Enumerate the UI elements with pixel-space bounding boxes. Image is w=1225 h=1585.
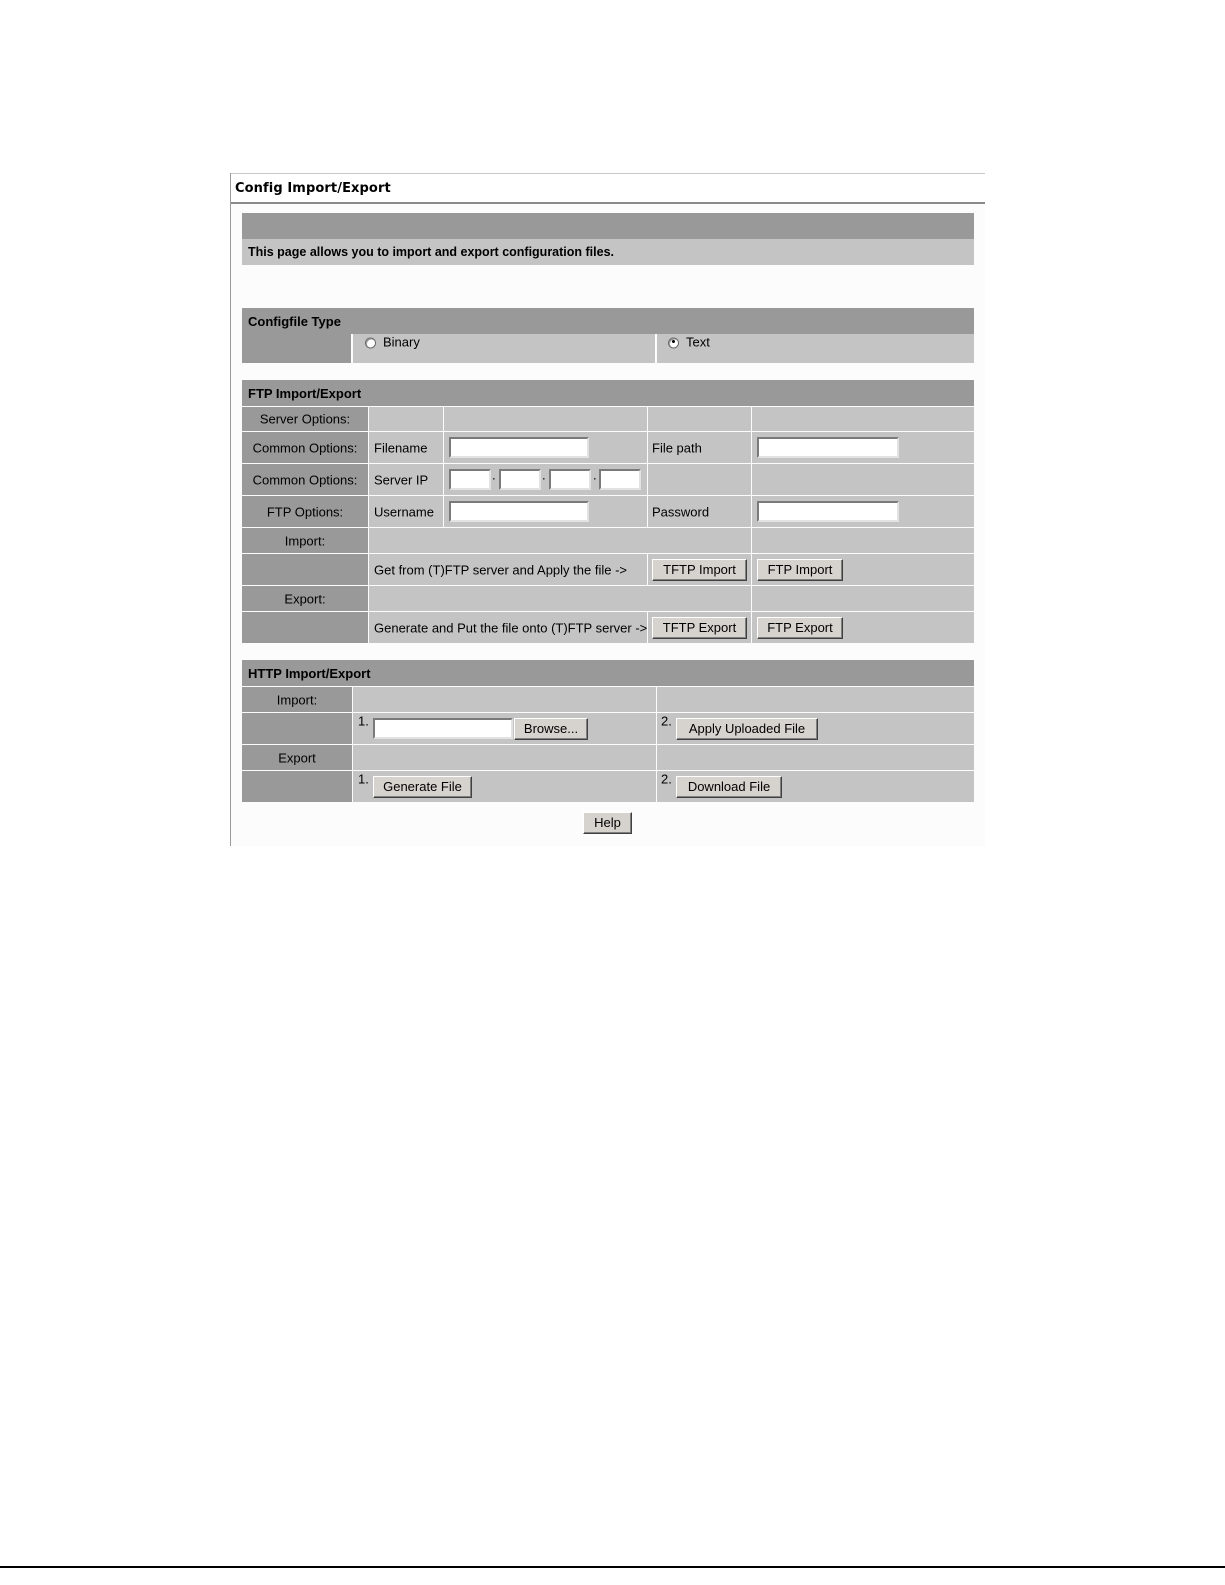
empty-cell	[752, 407, 974, 431]
server-ip-octet-2[interactable]	[499, 469, 541, 490]
file-path-label-cell	[648, 432, 751, 463]
filename-input-cell	[444, 432, 647, 463]
empty-cell	[648, 407, 751, 431]
empty-cell	[444, 407, 647, 431]
ftp-import-cell	[752, 554, 974, 585]
tftp-export-button[interactable]: TFTP Export	[652, 617, 747, 639]
ftp-export-cell	[752, 612, 974, 643]
configfile-type-row	[242, 334, 974, 363]
tftp-export-cell	[648, 612, 751, 643]
empty-label-cell	[242, 713, 352, 744]
ip-dot: .	[542, 467, 546, 483]
intro-header-bar	[242, 213, 974, 239]
filename-input[interactable]	[449, 437, 589, 458]
server-ip-octet-4[interactable]	[599, 469, 641, 490]
common-options-label: Common Options:	[242, 464, 368, 495]
http-section-heading: HTTP Import/Export	[242, 660, 974, 686]
file-path-input[interactable]	[757, 437, 899, 458]
ftp-export-actions-row	[242, 612, 974, 643]
empty-cell	[752, 464, 974, 495]
filename-label-cell	[369, 432, 443, 463]
ftp-import-actions-row	[242, 554, 974, 585]
empty-cell	[648, 464, 751, 495]
tftp-import-cell	[648, 554, 751, 585]
empty-cell	[353, 745, 656, 770]
browse-button[interactable]: Browse...	[514, 718, 588, 740]
ftp-server-options-row	[242, 407, 974, 431]
page-title: Config Import/Export	[235, 181, 391, 196]
ftp-section-heading: FTP Import/Export	[242, 380, 974, 406]
password-input[interactable]	[757, 501, 899, 522]
http-upload-cell	[353, 713, 656, 744]
server-options-label: Server Options:	[242, 407, 368, 431]
ftp-export-button[interactable]: FTP Export	[757, 617, 843, 639]
ftp-import-label: Import:	[242, 528, 368, 553]
empty-label-cell	[242, 554, 368, 585]
ip-dot: .	[492, 467, 496, 483]
apply-uploaded-file-button[interactable]: Apply Uploaded File	[676, 718, 818, 740]
file-path-label: File path	[652, 440, 702, 455]
http-apply-cell	[657, 713, 974, 744]
empty-label-cell	[242, 612, 368, 643]
config-import-export-panel	[230, 173, 985, 846]
server-ip-input-cell	[444, 464, 647, 495]
http-generate-cell	[353, 771, 656, 802]
http-export-actions-row	[242, 771, 974, 802]
http-import-label: Import:	[242, 687, 352, 712]
server-ip-label-cell	[369, 464, 443, 495]
password-label: Password	[652, 504, 710, 519]
tftp-import-button[interactable]: TFTP Import	[652, 559, 747, 581]
step-1-number: 1.	[358, 713, 369, 729]
empty-cell	[752, 586, 974, 611]
empty-cell	[657, 745, 974, 770]
http-export-label-row	[242, 745, 974, 770]
step-2-number: 2.	[661, 771, 672, 787]
username-label-cell	[369, 496, 443, 527]
ftp-import-button[interactable]: FTP Import	[757, 559, 843, 581]
ftp-import-text: Get from (T)FTP server and Apply the file ->	[374, 562, 627, 577]
ftp-export-label: Export:	[242, 586, 368, 611]
ftp-import-label-row	[242, 528, 974, 553]
empty-cell	[369, 586, 751, 611]
file-path-input-cell	[752, 432, 974, 463]
ftp-filename-row	[242, 432, 974, 463]
ftp-server-ip-row	[242, 464, 974, 495]
help-button[interactable]: Help	[583, 812, 632, 834]
binary-radio-label: Binary	[383, 334, 420, 350]
page-description: This page allows you to import and export configuration files.	[242, 239, 974, 265]
empty-label-cell	[242, 771, 352, 802]
step-2-number: 2.	[661, 713, 672, 729]
step-1-number: 1.	[358, 771, 369, 787]
empty-cell	[369, 407, 443, 431]
common-options-label: Common Options:	[242, 432, 368, 463]
download-file-button[interactable]: Download File	[676, 776, 782, 798]
filename-label: Filename	[374, 440, 428, 455]
radio-selected-dot	[672, 340, 675, 343]
username-label: Username	[374, 504, 434, 519]
upload-file-input[interactable]	[373, 718, 513, 739]
password-label-cell	[648, 496, 751, 527]
http-import-actions-row	[242, 713, 974, 744]
username-input-cell	[444, 496, 647, 527]
http-import-label-row	[242, 687, 974, 712]
ftp-options-label: FTP Options:	[242, 496, 368, 527]
empty-cell	[657, 687, 974, 712]
generate-file-button[interactable]: Generate File	[373, 776, 472, 798]
ftp-import-text-cell	[369, 554, 647, 585]
ip-dot: .	[593, 467, 597, 483]
ftp-export-label-row	[242, 586, 974, 611]
ftp-credentials-row	[242, 496, 974, 527]
configfile-type-heading: Configfile Type	[242, 308, 974, 334]
http-download-cell	[657, 771, 974, 802]
ftp-export-text: Generate and Put the file onto (T)FTP server ->	[374, 620, 648, 635]
server-ip-octet-1[interactable]	[449, 469, 491, 490]
binary-option-cell	[353, 334, 656, 363]
password-input-cell	[752, 496, 974, 527]
empty-cell	[752, 528, 974, 553]
ftp-export-text-cell	[369, 612, 647, 643]
server-ip-label: Server IP	[374, 472, 429, 487]
empty-cell	[369, 528, 751, 553]
title-bar	[231, 173, 985, 204]
page-bottom-rule	[0, 1566, 1225, 1568]
http-export-label: Export	[242, 745, 352, 770]
username-input[interactable]	[449, 501, 589, 522]
empty-cell	[353, 687, 656, 712]
text-option-cell	[657, 334, 974, 363]
binary-radio[interactable]	[365, 338, 376, 349]
text-radio-label: Text	[686, 334, 710, 350]
text-radio[interactable]	[668, 338, 679, 349]
configfile-type-label-cell	[242, 334, 352, 363]
server-ip-octet-3[interactable]	[549, 469, 591, 490]
